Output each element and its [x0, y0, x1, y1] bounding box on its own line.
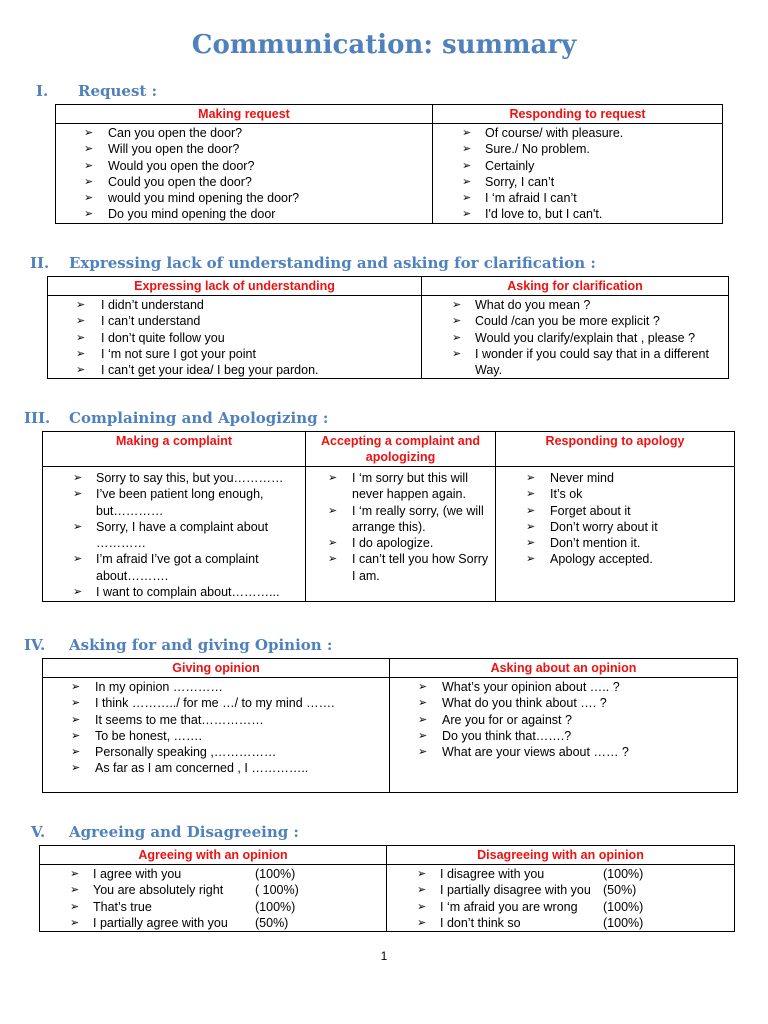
section-title: Request : [78, 82, 158, 100]
page-title: Communication: summary [191, 30, 577, 60]
column-header: Making request [56, 105, 433, 124]
list-item [40, 915, 386, 931]
column-header: Asking about an opinion [390, 659, 738, 678]
column-header: Agreeing with an opinion [40, 846, 387, 865]
list-item-text: I can’t get your idea/ I beg your pardon. [101, 363, 319, 378]
list-item-text: I wonder if you could say that in a different Way. [475, 346, 709, 378]
list-item-text: It’s ok [550, 487, 583, 502]
bullet-list-cell [387, 865, 735, 932]
column-header: Disagreeing with an opinion [387, 846, 735, 865]
list-item [390, 712, 737, 728]
percentage-label: (100%) [603, 899, 644, 914]
list-item [43, 728, 389, 744]
list-item [496, 519, 734, 535]
list-item-text: I ‘m afraid you are wrong [440, 899, 578, 914]
list-item-text: Apology accepted. [550, 552, 653, 567]
list-item-text: I disagree with you [440, 867, 545, 881]
percentage-label: (50%) [603, 883, 637, 898]
list-item-text: I’m afraid I’ve got a complaint about………. [96, 552, 259, 583]
list-item [390, 728, 737, 744]
bullet-list-cell [496, 467, 735, 602]
section-heading-agreeing [31, 823, 299, 841]
list-item-text: I can’t tell you how Sorry I am. [352, 552, 489, 583]
list-item [496, 535, 734, 551]
list-item [48, 346, 421, 362]
list-item-text: Of course/ with pleasure. [485, 126, 624, 140]
list-item-text: What’s your opinion about ….. ? [442, 680, 620, 694]
bullet-list-cell [48, 296, 422, 379]
list-item [43, 744, 389, 760]
section-title: Complaining and Apologizing : [69, 409, 329, 427]
section-title: Asking for and giving Opinion : [69, 636, 333, 654]
bullet-list-cell [433, 124, 723, 224]
list-item [48, 362, 421, 378]
list-item-text: Sorry, I have a complaint about ………… [96, 519, 269, 551]
section-heading-complaining [24, 409, 328, 427]
list-item-text: Sorry to say this, but you………… [96, 471, 284, 485]
list-item [306, 535, 489, 551]
list-item-text: I ‘m not sure I got your point [101, 346, 256, 361]
list-item-text: Forget about it [550, 503, 631, 518]
list-item [306, 470, 489, 503]
list-item [433, 125, 722, 141]
percentage-label: ( 100%) [255, 883, 299, 898]
list-item-text: Are you for or against ? [442, 712, 572, 727]
list-item [422, 346, 726, 379]
list-item [496, 470, 734, 486]
list-item [306, 551, 489, 584]
bullet-list-cell [422, 296, 729, 379]
list-item-text: To be honest, ……. [95, 728, 203, 743]
list-item-text: I ‘m sorry but this will never happen again. [352, 471, 468, 502]
list-item [43, 712, 389, 728]
list-item [390, 679, 737, 695]
list-item [422, 313, 726, 329]
list-item [43, 551, 297, 584]
list-item [43, 486, 297, 519]
section-number: IV. [24, 636, 46, 654]
list-item-text: Never mind [550, 471, 614, 485]
column-header: Giving opinion [43, 659, 390, 678]
list-item-text: Can you open the door? [108, 126, 243, 140]
section-heading-clarification [30, 254, 596, 272]
list-item-text: Will you open the door? [108, 142, 240, 157]
list-item [390, 695, 737, 711]
list-item-text: I can’t understand [101, 314, 201, 329]
list-item [48, 297, 421, 313]
list-item [56, 125, 432, 141]
list-item-text: I don’t quite follow you [101, 330, 225, 345]
list-item [43, 760, 389, 776]
list-item-text: I’ve been patient long enough, but………… [96, 487, 264, 518]
clarification-table [47, 276, 729, 379]
percentage-label: (100%) [255, 867, 296, 881]
column-header: Making a complaint [43, 432, 306, 467]
list-item [56, 206, 432, 222]
opinion-table [42, 658, 738, 793]
percentage-label: (100%) [255, 899, 296, 914]
bullet-list-cell [43, 467, 306, 602]
column-header: Asking for clarification [422, 277, 729, 296]
list-item-text: Sure./ No problem. [485, 142, 590, 157]
list-item-text: What are your views about …… ? [442, 745, 629, 760]
column-header: Responding to request [433, 105, 723, 124]
list-item-text: Do you think that…….? [442, 728, 572, 743]
list-item [387, 866, 734, 882]
percentage-label: (100%) [603, 867, 644, 881]
section-number: III. [24, 409, 51, 427]
list-item [433, 141, 722, 157]
bullet-list-cell [43, 678, 390, 793]
list-item-text: It seems to me that…………… [95, 712, 264, 727]
percentage-label: (50%) [255, 915, 289, 930]
list-item [43, 584, 297, 600]
page-number: 1 [380, 949, 388, 963]
section-number: V. [31, 823, 46, 841]
list-item [43, 519, 297, 552]
list-item [496, 486, 734, 502]
list-item [433, 158, 722, 174]
list-item-text: In my opinion ………… [95, 680, 223, 694]
bullet-list-cell [40, 865, 387, 932]
list-item-text: Could /can you be more explicit ? [475, 314, 660, 329]
list-item-text: I ‘m afraid I can’t [485, 191, 577, 206]
list-item [390, 744, 737, 760]
list-item-text: Don’t worry about it [550, 519, 658, 534]
bullet-list-cell [306, 467, 496, 602]
list-item [56, 190, 432, 206]
list-item-text: I partially agree with you [93, 915, 228, 930]
list-item-text: I want to complain about………... [96, 585, 280, 600]
list-item [43, 679, 389, 695]
list-item-text: Personally speaking ,…………… [95, 745, 277, 760]
list-item-text: Would you clarify/explain that , please ? [475, 330, 696, 345]
list-item [48, 330, 421, 346]
section-heading-opinion [24, 636, 332, 654]
list-item-text: I don’t think so [440, 915, 521, 930]
list-item-text: I think ………../ for me …/ to my mind ……. [95, 696, 335, 711]
list-item [422, 297, 726, 313]
section-title: Agreeing and Disagreeing : [69, 823, 299, 841]
list-item [306, 503, 489, 536]
list-item [48, 313, 421, 329]
list-item-text: Would you open the door? [108, 158, 255, 173]
column-header: Accepting a complaint and apologizing [306, 432, 496, 467]
list-item [496, 503, 734, 519]
bullet-list-cell [390, 678, 738, 793]
list-item-text: I didn’t understand [101, 298, 204, 312]
list-item-text: I do apologize. [352, 536, 434, 551]
list-item [433, 206, 722, 222]
list-item [422, 330, 726, 346]
list-item-text: Certainly [485, 158, 535, 173]
list-item [56, 158, 432, 174]
list-item [40, 866, 386, 882]
list-item-text: Don’t mention it. [550, 536, 641, 551]
section-heading-request [36, 82, 157, 100]
list-item-text: would you mind opening the door? [108, 191, 300, 206]
section-title: Expressing lack of understanding and asking for clarification : [69, 254, 596, 272]
list-item [43, 695, 389, 711]
list-item-text: You are absolutely right [93, 883, 224, 898]
list-item-text: What do you mean ? [475, 298, 591, 312]
list-item-text: Sorry, I can’t [485, 174, 555, 189]
list-item-text: I ‘m really sorry, (we will arrange this). [352, 503, 484, 534]
column-header: Expressing lack of understanding [48, 277, 422, 296]
list-item [433, 174, 722, 190]
list-item-text: What do you think about …. ? [442, 696, 607, 711]
bullet-list-cell [56, 124, 433, 224]
column-header: Responding to apology [496, 432, 735, 467]
list-item [56, 174, 432, 190]
list-item-text: Do you mind opening the door [108, 207, 276, 222]
list-item-text: I'd love to, but I can't. [485, 207, 603, 222]
percentage-label: (100%) [603, 915, 644, 930]
list-item-text: I partially disagree with you [440, 883, 591, 898]
list-item [40, 899, 386, 915]
list-item-text: Could you open the door? [108, 174, 252, 189]
list-item [387, 915, 734, 931]
list-item [496, 551, 734, 567]
complaint-table [42, 431, 735, 602]
list-item [387, 882, 734, 898]
agreement-table [39, 845, 735, 932]
section-number: II. [30, 254, 50, 272]
list-item [387, 899, 734, 915]
request-table [55, 104, 723, 224]
list-item-text: That’s true [93, 899, 152, 914]
list-item-text: I agree with you [93, 867, 182, 881]
list-item-text: As far as I am concerned , I ………….. [95, 761, 309, 776]
list-item [56, 141, 432, 157]
list-item [433, 190, 722, 206]
list-item [40, 882, 386, 898]
list-item [43, 470, 297, 486]
section-number: I. [36, 82, 49, 100]
